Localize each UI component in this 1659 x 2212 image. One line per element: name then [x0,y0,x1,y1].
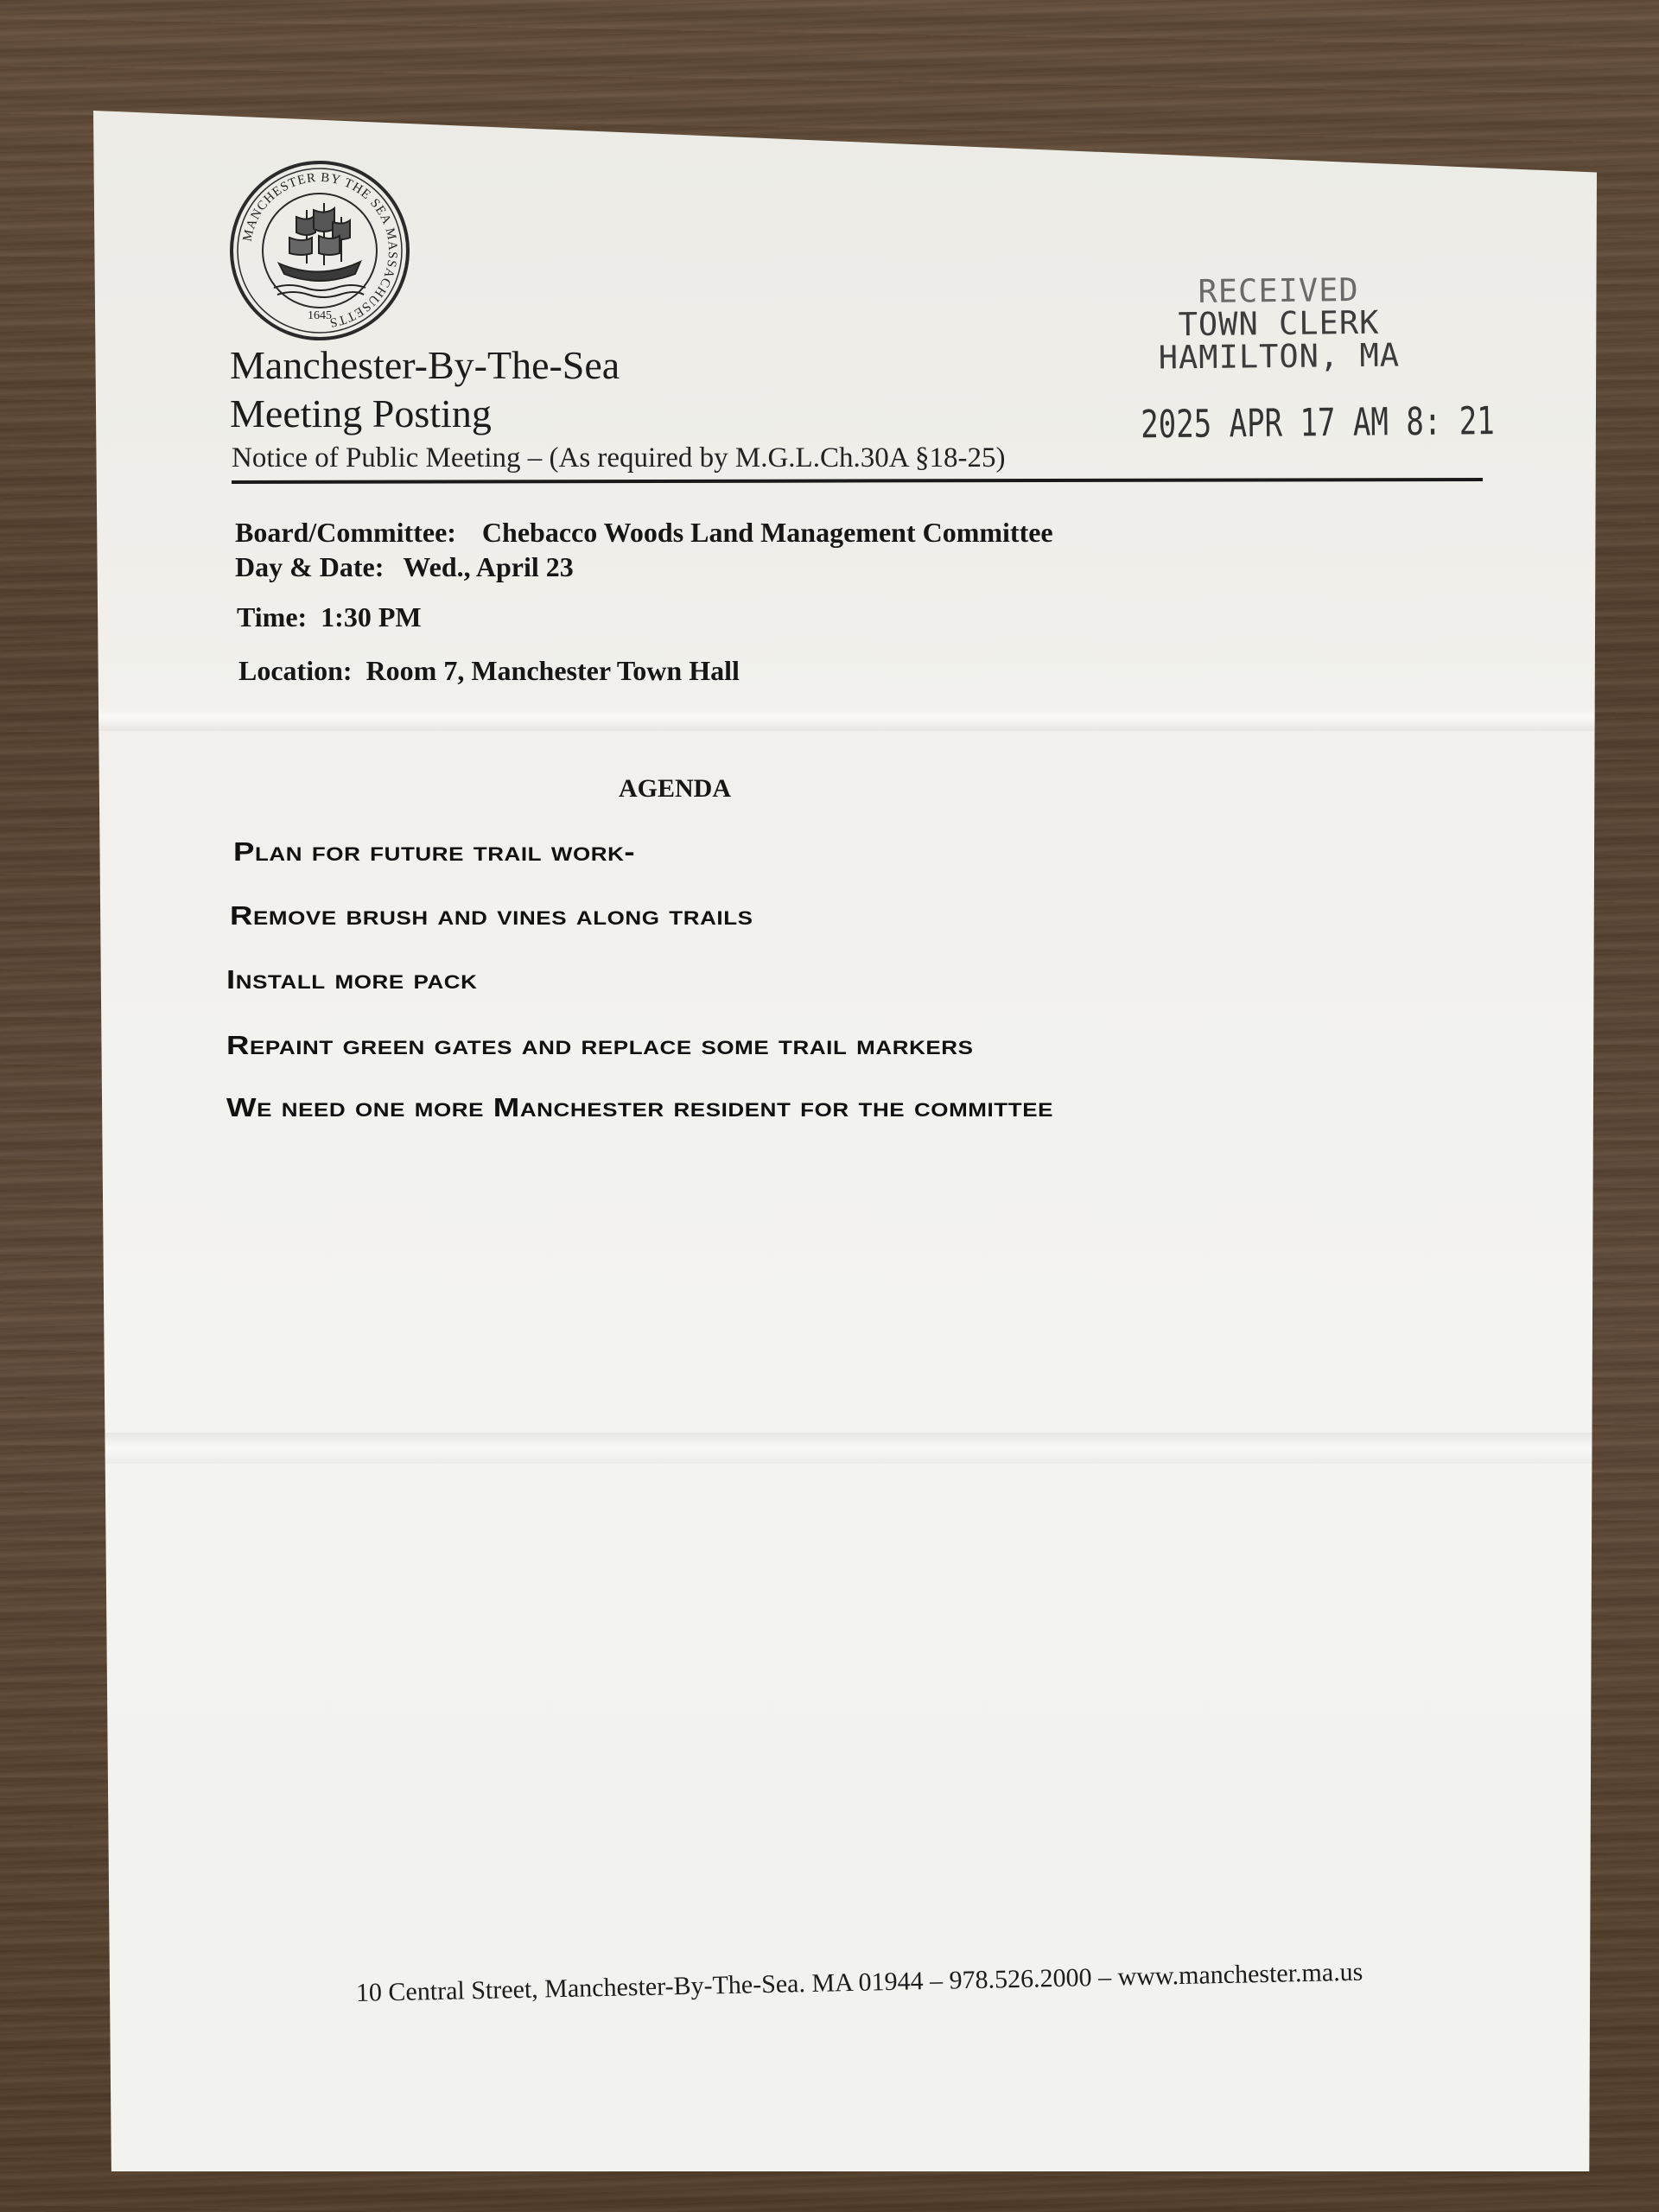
footer-address: 10 Central Street, Manchester-By-The-Sea. MA 01944 – 978.526.2000 – www.manchester.ma.us [355,1957,1363,2007]
time-label: Time: [237,601,308,632]
time-field [237,601,422,633]
time-value: 1:30 PM [321,601,422,632]
location-value: Room 7, Manchester Town Hall [365,655,740,686]
board-value: Chebacco Woods Land Management Committee [481,517,1053,548]
stamp-datetime: 2025 APR 17 AM 8: 21 [1141,398,1495,448]
date-field [235,551,574,583]
received-stamp [1122,273,1434,375]
board-field [235,517,1053,549]
agenda-title: AGENDA [619,774,732,803]
fold-crease [93,707,1597,731]
agenda-item: Plan for future trail work- [233,836,636,867]
location-field [238,655,740,687]
posting-title: Meeting Posting [230,391,492,435]
fold-crease [93,1433,1597,1464]
town-seal-icon [229,160,410,341]
date-value: Wed., April 23 [403,551,574,582]
stamp-location: HAMILTON, MA [1158,336,1401,377]
agenda-item: Install more pack [226,964,478,995]
stamp-received: RECEIVED [1198,271,1359,310]
location-label: Location: [238,655,353,686]
date-label: Day & Date: [235,551,385,582]
seal-ring-text: MANCHESTER BY THE SEA MASSACHUSETTS [240,170,400,330]
stamp-town-clerk: TOWN CLERK [1178,303,1380,344]
notice-line: Notice of Public Meeting – (As required by M.G.L.Ch.30A §18-25) [232,442,1006,474]
agenda-item: Remove brush and vines along trails [230,900,753,931]
agenda-item: Repaint green gates and replace some trail markers [226,1030,974,1060]
town-name: Manchester-By-The-Sea [230,343,620,387]
agenda-item: We need one more Manchester resident for the committee [226,1092,1054,1122]
board-label: Board/Committee: [235,517,456,548]
seal-year: 1645 [308,309,332,322]
